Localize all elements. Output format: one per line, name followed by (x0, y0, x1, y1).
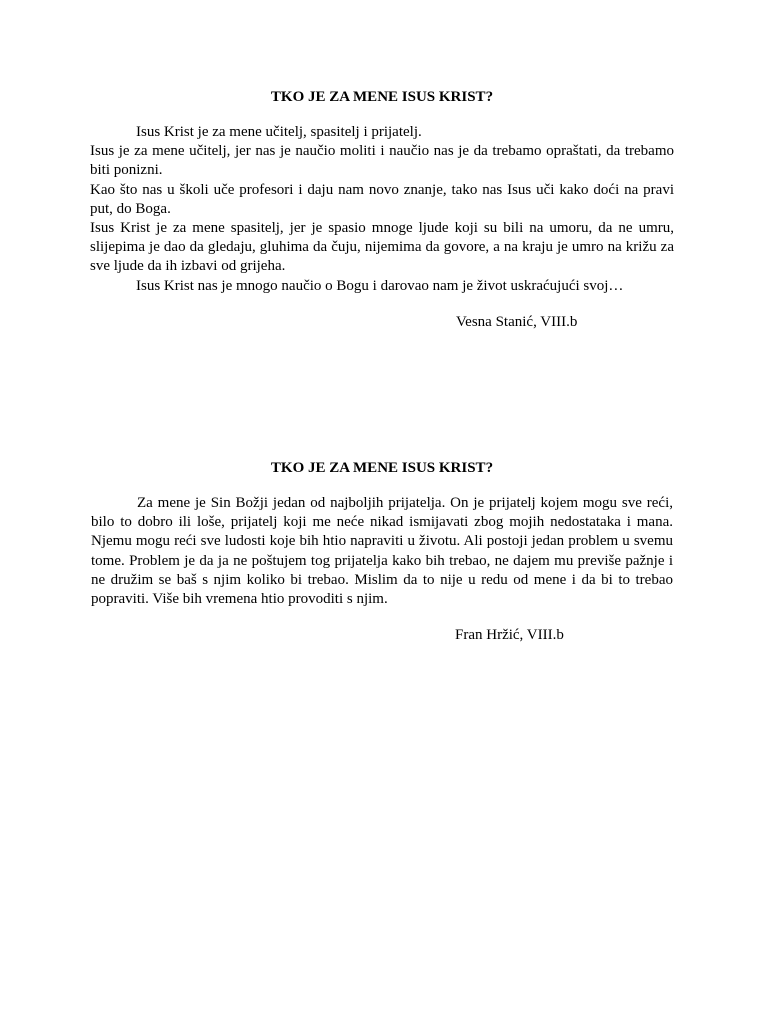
essay-vesna (90, 88, 674, 332)
essay-author: Vesna Stanić, VIII.b (456, 313, 578, 330)
essay-author: Fran Hržić, VIII.b (455, 627, 564, 644)
essay-title: TKO JE ZA MENE ISUS KRIST? (270, 89, 494, 105)
essay-paragraph: Isus Krist nas je mnogo naučio o Bogu i darovao nam je život uskraćujući svoj… (136, 277, 624, 294)
essay-paragraph: Za mene je Sin Božji jedan od najboljih prijatelja. On je prijatelj kojem mogu sve reći, bilo to dobro ili loše, prijatelj koji me neće nikad ismijavati zbog mojih nedostataka i mana. Njemu mogu reći sve ludosti koje bih htio napraviti u životu. Ali postoji jedan problem u svemu tome. Problem je da ja ne poštujem tog prijatelja kako bih trebao, ne dajem mu previše pažnje i ne družim se baš s njim koliko bi trebao. Mislim da to nije u redu od mene i da bi to trebao popraviti. Više bih vremena htio provoditi s njim. (91, 495, 673, 608)
essay-paragraph: Kao što nas u školi uče profesori i daju nam novo znanje, tako nas Isus uči kako doći na pravi put, do Boga. (90, 181, 674, 217)
essay-title: TKO JE ZA MENE ISUS KRIST? (270, 460, 494, 476)
essay-paragraph: Isus Krist je za mene spasitelj, jer je spasio mnoge ljude koji su bili na umoru, da ne umru, slijepima je dao da gledaju, gluhima da čuju, nijemima da govore, a na kraju je umro na križu za sve ljude da ih izbavi od grijeha. (90, 220, 674, 275)
essay-fran (91, 459, 673, 645)
essay-paragraph: Isus je za mene učitelj, jer nas je naučio moliti i naučio nas je da trebamo opraštati, da trebamo biti ponizni. (90, 143, 674, 179)
essay-paragraph: Isus Krist je za mene učitelj, spasitelj i prijatelj. (136, 124, 422, 140)
